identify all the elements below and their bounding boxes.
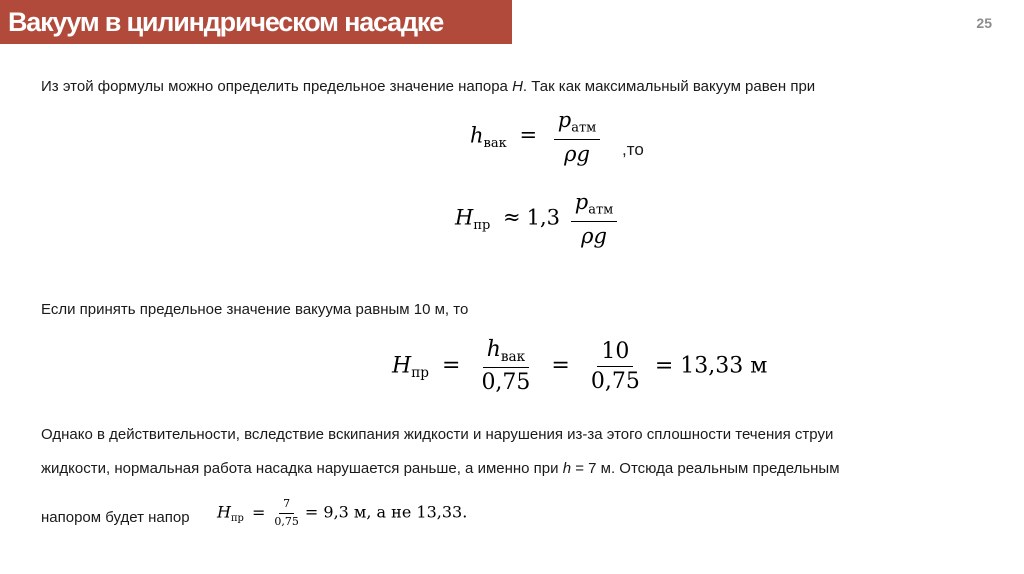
formula-h-vak-num-sub: атм [571,120,597,136]
formula-H-pr-approx-den: ρg [581,223,607,248]
formula-H-pr-calc-fraction-1 [477,337,534,396]
formula-H-pr-calc-result: = 13,33 м [654,353,768,379]
formula-H-pr-calc-den2: 0,75 [590,368,640,394]
formula-H-pr-calc-eq2: = [551,353,570,379]
formula-H-pr-real-result: = 9,3 м, а не 13,33. [304,502,468,522]
paragraph-reality-line-2-text-a: жидкости, нормальная работа насадка нарушается раньше, а именно при [41,460,563,477]
paragraph-reality-line-1: Однако в действительности, вследствие вскипания жидкости и нарушения из-за этого сплошности течения струи [41,426,834,443]
slide-title: Вакуум в цилиндрическом насадке [8,6,444,37]
formula-H-pr-real-den: 0,75 [274,514,299,528]
formula-h-vak-eq: = [519,123,538,148]
formula-h-vak-fraction [554,108,601,166]
formula-H-pr-real-num: 7 [279,498,294,514]
paragraph-reality-line-3-text: напором будет напор [41,509,190,526]
paragraph-intro [41,78,815,95]
formula-h-vak-num: p [557,108,572,132]
formula-H-pr-calc-num1: h [486,337,501,362]
paragraph-vacuum-limit: Если принять предельное значение вакуума равным 10 м, то [41,301,469,318]
formula-H-pr-approx-coef: 1,3 [526,205,561,230]
paragraph-reality-line-2-text-b: = 7 м. Отсюда реальным предельным [571,460,840,477]
paragraph-reality-line-2 [41,460,840,477]
variable-H: H [512,78,523,95]
formula-H-pr-approx-lhs-sub: пр [473,217,491,233]
formula-H-pr-real-lhs-sub: пр [230,513,244,525]
slide-title-bar [0,0,512,44]
formula-H-pr-approx-lhs: H [455,205,474,230]
formula-H-pr-approx-op: ≈ [503,205,521,230]
formula-h-vak-den: ρg [564,141,590,166]
page-number: 25 [976,15,992,31]
formula-h-vak [470,108,604,166]
paragraph-intro-text-b: . Так как максимальный вакуум равен при [522,78,816,95]
formula-H-pr-calc-lhs: H [392,353,412,379]
formula-H-pr-calc-num1-sub: вак [500,348,526,365]
formula-H-pr-real-fraction [270,498,303,528]
formula-H-pr-calc-fraction-2 [587,339,644,395]
variable-h: h [562,460,572,477]
formula-h-vak-lhs: h [470,123,484,148]
formula-h-vak-suffix: ,то [622,140,644,159]
formula-h-vak-lhs-sub: вак [483,135,507,151]
paragraph-intro-text-a: Из этой формулы можно определить предельное значение напора [41,78,513,95]
formula-H-pr-calc-eq1: = [442,353,461,379]
formula-H-pr-real [217,498,467,528]
formula-H-pr-real-eq: = [252,502,266,522]
formula-H-pr-approx [455,190,621,248]
formula-H-pr-calc [392,337,767,396]
formula-H-pr-approx-num: p [574,190,589,214]
formula-H-pr-real-lhs: H [217,502,231,522]
formula-H-pr-approx-fraction [571,190,618,248]
formula-H-pr-calc-den1: 0,75 [481,370,531,396]
formula-H-pr-calc-num2: 10 [597,339,633,367]
paragraph-reality-line-3 [41,509,190,526]
formula-H-pr-approx-num-sub: атм [588,202,614,218]
formula-H-pr-calc-lhs-sub: пр [411,365,429,382]
